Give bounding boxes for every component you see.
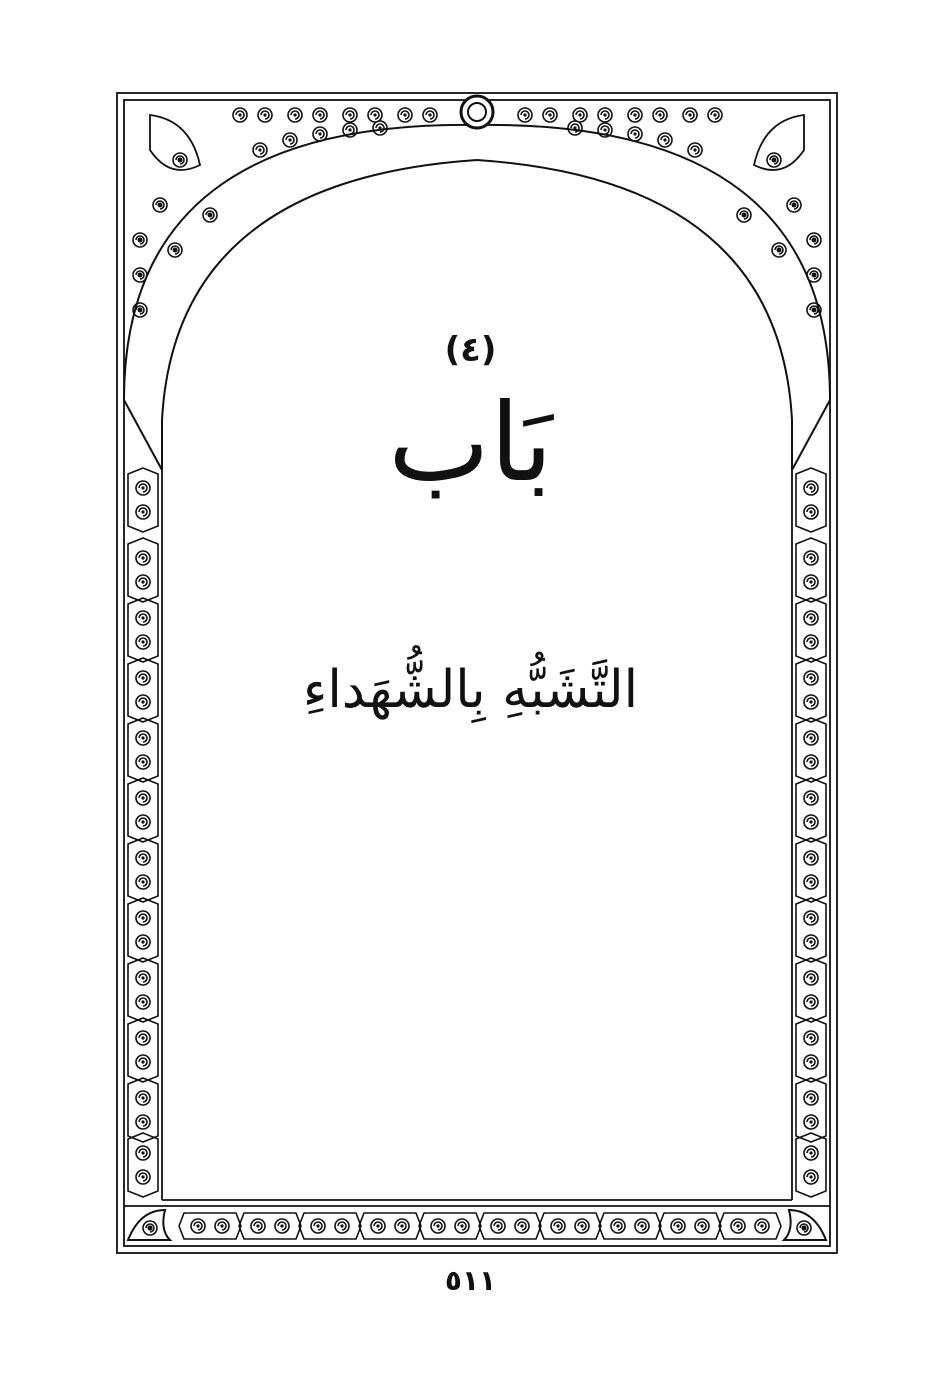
ring-medallion-icon [461, 96, 493, 128]
corner-ornament-bottom-right [784, 1210, 826, 1240]
top-band-right [518, 108, 722, 157]
chapter-subtitle: التَّشَبُّهِ بِالشُّهَداءِ [302, 660, 639, 720]
chapter-heading: بَاب [388, 381, 553, 506]
top-band-left [233, 108, 437, 157]
bottom-border-band [179, 1213, 781, 1239]
left-border-column [128, 468, 158, 1197]
page-number: ٥١١ [444, 1264, 497, 1297]
corner-ornament-top-right [737, 115, 821, 317]
chapter-number: (٤) [444, 330, 497, 370]
right-border-column [796, 468, 826, 1197]
corner-ornament-bottom-left [128, 1210, 170, 1240]
corner-ornament-top-left [133, 115, 217, 317]
